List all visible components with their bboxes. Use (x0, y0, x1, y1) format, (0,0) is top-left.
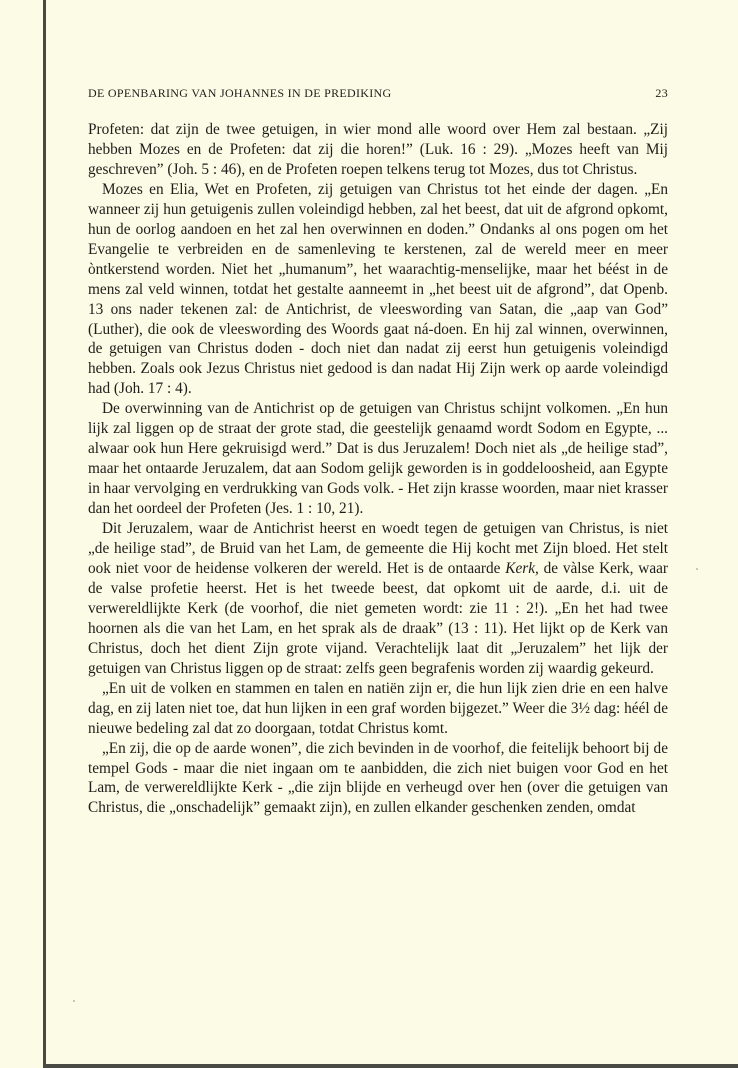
scan-speck (73, 1000, 75, 1002)
page-number: 23 (655, 86, 668, 100)
paragraph-3: De overwinning van de Antichrist op de getuigen van Christus schijnt volkomen. „En hun lijk zal liggen op de straat der grote stad, die geestelijk genaamd wordt Sodom en Egypte, ... alwaar ook hun Here gekruisigd werd.” Dat is dus Jeruzalem! Doch niet als „de heilige stad”, maar het ontaarde Jeruzalem, dat aan Sodom gelijk geworden is in goddeloosheid, aan Egypte in haar vervolging en verdrukking van Gods volk. - Het zijn krasse woorden, maar niet krasser dan het oordeel der Profeten (Jes. 1 : 10, 21). (88, 400, 668, 518)
paragraph-1: Profeten: dat zijn de twee getuigen, in wier mond alle woord over Hem zal bestaan. „Zij hebben Mozes en de Profeten: dat zij die horen!” (Luk. 16 : 29). „Mozes heeft van Mij geschreven” (Joh. 5 : 46), en de Profeten roepen telkens terug tot Mozes, dus tot Christus. (88, 121, 668, 178)
scan-edge-bottom (43, 1064, 738, 1068)
emphasis-kerk: Kerk, (505, 559, 539, 577)
scan-speck (696, 568, 698, 570)
paragraph-4-text-before: Dit Jeruzalem, waar de Antichrist heerst en woedt tegen de getuigen van Christus, is niet „de heilige stad”, de Bruid van het Lam, de gemeente die Hij kocht met Zijn bloed. Het stelt ook niet voor de heidense volkeren der wereld. Het is de ontaarde (88, 520, 668, 577)
running-title: DE OPENBARING VAN JOHANNES IN DE PREDIKING (88, 86, 392, 100)
paragraph-6: „En zij, die op de aarde wonen”, die zich bevinden in de voorhof, die feitelijk behoort bij de tempel Gods - maar die niet ingaan om te aanbidden, die zich niet buigen voor God en het Lam, de verwereldlijkte Kerk - „die zijn blijde en verheugd over hen (over die getuigen van Christus, die „onschadelijk” gemaakt zijn), en zullen elkander geschenken zenden, omdat (88, 739, 668, 817)
paragraph-2: Mozes en Elia, Wet en Profeten, zij getuigen van Christus tot het einde der dagen. „En wanneer zij hun getuigenis zullen voleindigd hebben, zal het beest, dat uit de afgrond opkomt, hun de oorlog aandoen en het zal hen overwinnen en doden.” Ondanks al ons pogen om het Evangelie te verbreiden en de samenleving te kerstenen, zal de wereld meer en meer òntkerstend worden. Niet het „humanum”, het waarachtig-menselijke, maar het béést in de mens zal veld winnen, totdat het gestalte aanneemt in „het beest uit de afgrond”, dat Openb. 13 ons nader tekenen zal: de Antichrist, de vleeswording van Satan, die „aap van God” (Luther), die ook de vleeswording des Woords gaat ná-doen. En hij zal winnen, overwinnen, de getuigen van Christus doden - doch niet dan nadat zij eerst hun getuigenis voleindigd hebben. Zoals ook Jezus Christus niet gedood is dan nadat Hij Zijn werk op aarde voleindigd had (Joh. 17 : 4). (88, 180, 668, 398)
paragraph-4-text-after: de vàlse Kerk, waar de valse profetie heerst. Het is het tweede beest, dat opkomt uit de aarde, d.i. uit de verwereldlijkte Kerk (de voorhof, die niet gemeten wordt: zie 11 : 2!). „En het had twee hoornen als die van het Lam, en het sprak als de draak” (13 : 11). Het lijkt op de Kerk van Christus, doch het dient Zijn grote vijand. Verachtelijk laat dit „Jeruzalem” het lijk der getuigen van Christus liggen op de straat: zelfs geen begrafenis worden zij waardig gekeurd. (88, 559, 668, 677)
running-header (88, 86, 668, 102)
paragraph-5: „En uit de volken en stammen en talen en natiën zijn er, die hun lijk zien drie en een halve dag, en zij laten niet toe, dat hun lijken in een graf worden bijgezet.” Weer die 3½ dag: héél de nieuwe bedeling zal dat zo doorgaan, totdat Christus komt. (88, 679, 668, 737)
scan-edge-left (43, 0, 46, 1068)
body-text (88, 120, 668, 818)
paragraph-4 (88, 519, 668, 679)
